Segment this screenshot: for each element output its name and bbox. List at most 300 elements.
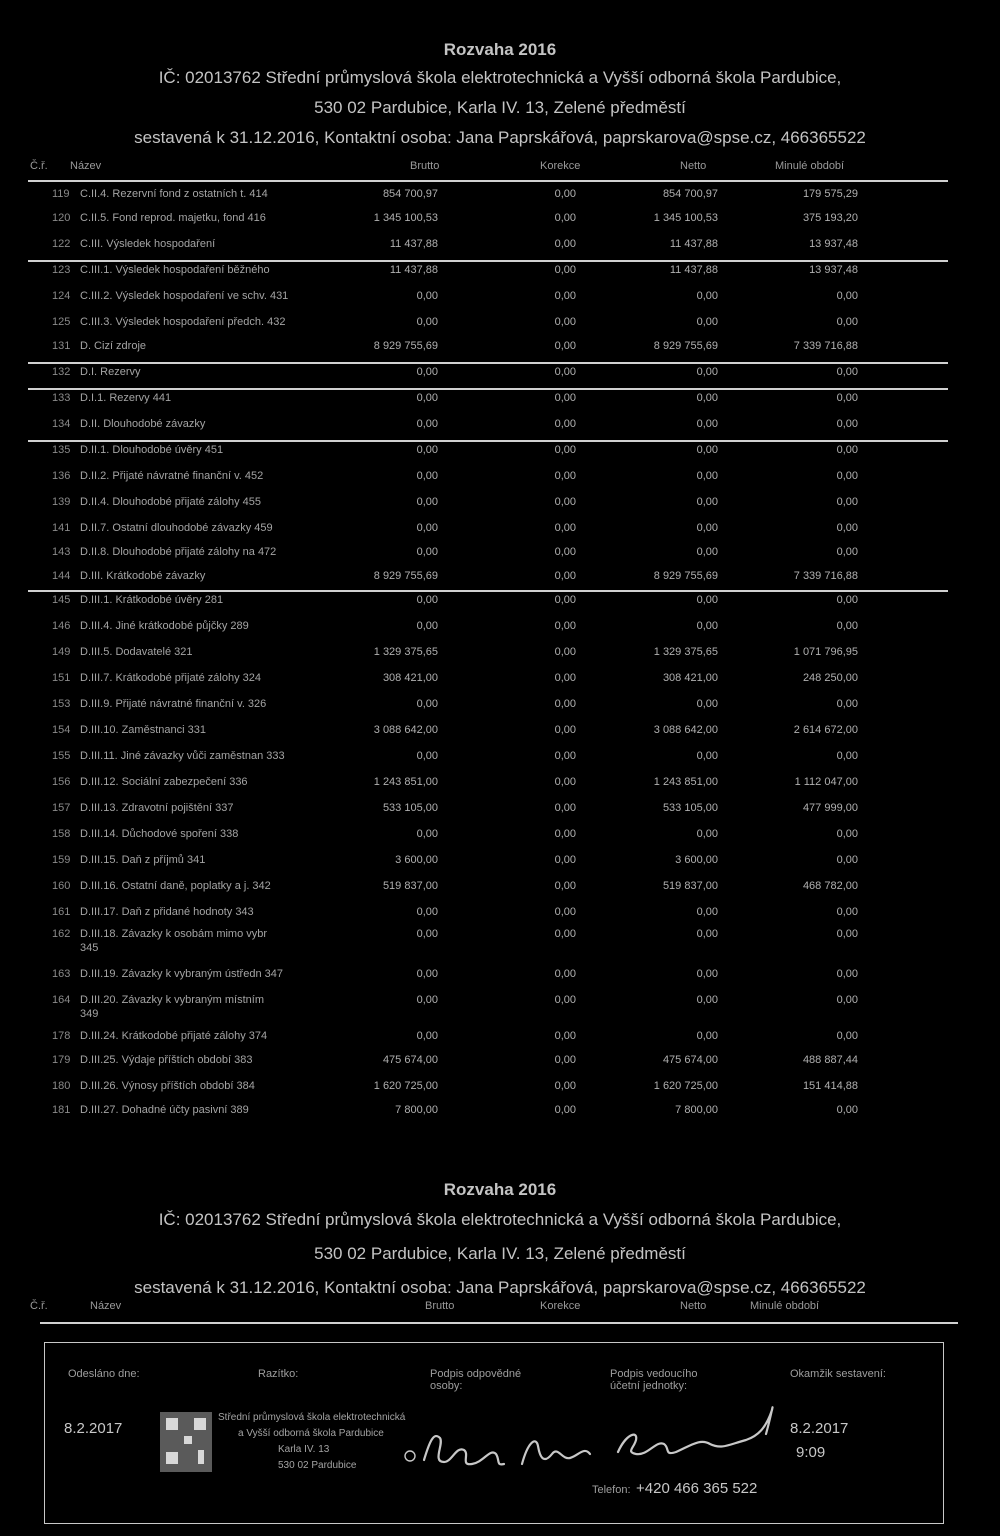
table-row [28, 440, 958, 462]
col-name: Název [90, 1300, 122, 1312]
table-row [28, 208, 958, 230]
row-netto: 11 437,88 [669, 264, 718, 276]
row-number: 164 [52, 994, 71, 1006]
row-name: D.III.1. Krátkodobé úvěry 281 [80, 594, 224, 606]
row-number: 179 [52, 1054, 71, 1066]
row-previous-period: 0,00 [836, 290, 858, 302]
row-previous-period: 0,00 [836, 392, 858, 404]
row-previous-period: 1 112 047,00 [794, 776, 858, 788]
row-netto: 0,00 [696, 546, 718, 558]
row-brutto: 475 674,00 [382, 1054, 438, 1066]
table-row [28, 616, 958, 638]
row-korekce: 0,00 [554, 776, 576, 788]
row-name: D.III.16. Ostatní daně, poplatky a j. 342 [80, 880, 271, 892]
row-korekce: 0,00 [554, 698, 576, 710]
row-number: 133 [52, 392, 71, 404]
row-brutto: 7 800,00 [395, 1104, 438, 1116]
row-number: 119 [52, 188, 70, 200]
address-line: 530 02 Pardubice, Karla IV. 13, Zelené předměstí [314, 98, 686, 117]
row-brutto: 0,00 [416, 594, 438, 606]
row-netto: 519 837,00 [662, 880, 718, 892]
header-rule [28, 180, 948, 182]
row-korekce: 0,00 [554, 802, 576, 814]
row-previous-period: 0,00 [836, 470, 858, 482]
row-korekce: 0,00 [554, 418, 576, 430]
row-number: 162 [52, 928, 71, 940]
row-previous-period: 0,00 [836, 444, 858, 456]
row-netto: 0,00 [696, 698, 718, 710]
row-netto: 0,00 [696, 444, 718, 456]
col-netto: Netto [680, 160, 707, 172]
row-name: D.III.18. Závazky k osobám mimo vybr [80, 928, 268, 940]
row-netto: 0,00 [696, 290, 718, 302]
row-number: 132 [52, 366, 71, 378]
row-name: D.I. Rezervy [80, 366, 141, 378]
compose-time-label: Okamžik sestavení: [790, 1368, 886, 1380]
row-korekce: 0,00 [554, 522, 576, 534]
row-korekce: 0,00 [554, 470, 576, 482]
row-brutto: 0,00 [416, 470, 438, 482]
row-previous-period: 488 887,44 [802, 1054, 858, 1066]
row-number: 158 [52, 828, 71, 840]
row-number: 159 [52, 854, 71, 866]
row-previous-period: 0,00 [836, 522, 858, 534]
row-number: 149 [52, 646, 71, 658]
section-rule [28, 440, 948, 442]
row-brutto: 0,00 [416, 750, 438, 762]
row-number: 155 [52, 750, 71, 762]
table-row [28, 590, 958, 612]
table-column-header [30, 1300, 950, 1316]
row-number: 161 [52, 906, 71, 918]
row-korekce: 0,00 [554, 994, 576, 1006]
table-column-header [30, 160, 950, 176]
row-korekce: 0,00 [554, 570, 576, 582]
row-netto: 0,00 [696, 906, 718, 918]
table-row [28, 1076, 958, 1098]
row-number: 144 [52, 570, 71, 582]
row-netto: 0,00 [696, 828, 718, 840]
row-brutto: 0,00 [416, 418, 438, 430]
row-netto: 0,00 [696, 928, 718, 940]
table-row [28, 1050, 958, 1072]
row-korekce: 0,00 [554, 928, 576, 940]
document-title: Rozvaha 2016 [443, 40, 557, 59]
col-row-number: Č.ř. [30, 1300, 48, 1312]
row-korekce: 0,00 [554, 724, 576, 736]
row-brutto: 1 243 851,00 [373, 776, 438, 788]
row-name: D.III.14. Důchodové spoření 338 [80, 828, 239, 840]
table-row [28, 362, 958, 384]
address-line: 530 02 Pardubice, Karla IV. 13, Zelené předměstí [314, 1244, 686, 1263]
row-netto: 533 105,00 [662, 802, 718, 814]
organization-line: IČ: 02013762 Střední průmyslová škola elektrotechnická a Vyšší odborná škola Pardubice, [158, 68, 842, 87]
row-brutto: 0,00 [416, 828, 438, 840]
row-number: 157 [52, 802, 71, 814]
row-name: C.III. Výsledek hospodaření [80, 238, 216, 250]
row-previous-period: 477 999,00 [802, 802, 858, 814]
row-korekce: 0,00 [554, 906, 576, 918]
row-brutto: 0,00 [416, 444, 438, 456]
row-previous-period: 0,00 [836, 968, 858, 980]
row-name: D.III.4. Jiné krátkodobé půjčky 289 [80, 620, 249, 632]
row-name: C.III.1. Výsledek hospodaření běžného [80, 264, 270, 276]
section-rule [28, 590, 948, 592]
document-header-repeat [0, 1180, 1000, 1302]
row-number: 122 [52, 238, 71, 250]
row-number: 180 [52, 1080, 71, 1092]
row-number: 134 [52, 418, 71, 430]
table-row [28, 492, 958, 514]
row-number: 181 [52, 1104, 71, 1116]
col-previous-period: Minulé období [750, 1300, 820, 1312]
compose-date-value: 8.2.2017 [790, 1420, 849, 1437]
row-brutto: 3 088 642,00 [373, 724, 438, 736]
row-previous-period: 0,00 [836, 366, 858, 378]
header-rule [40, 1322, 958, 1324]
row-netto: 308 421,00 [662, 672, 718, 684]
col-brutto: Brutto [410, 160, 440, 172]
row-previous-period: 2 614 672,00 [793, 724, 858, 736]
row-netto: 0,00 [696, 316, 718, 328]
table-row [28, 1100, 958, 1122]
row-name: D.III.26. Výnosy příštích období 384 [80, 1080, 255, 1092]
row-number: 146 [52, 620, 71, 632]
row-name: D.II.8. Dlouhodobé přijaté zálohy na 472 [80, 546, 277, 558]
row-netto: 0,00 [696, 470, 718, 482]
row-netto: 0,00 [696, 594, 718, 606]
row-name: D.III.10. Zaměstnanci 331 [80, 724, 206, 736]
row-name: D.III. Krátkodobé závazky [80, 570, 206, 582]
table-row [28, 566, 958, 588]
col-netto: Netto [680, 1300, 707, 1312]
row-netto: 1 345 100,53 [653, 212, 718, 224]
row-name: D.II. Dlouhodobé závazky [80, 418, 206, 430]
row-brutto: 308 421,00 [382, 672, 438, 684]
table-row [28, 414, 958, 436]
row-number: 136 [52, 470, 71, 482]
row-name-continued: 345 [80, 942, 99, 954]
organization-line: IČ: 02013762 Střední průmyslová škola elektrotechnická a Vyšší odborná škola Pardubice, [158, 1210, 842, 1229]
row-previous-period: 0,00 [836, 1030, 858, 1042]
row-number: 131 [52, 340, 71, 352]
stamp-qr-code [160, 1412, 212, 1472]
row-previous-period: 0,00 [836, 594, 858, 606]
row-korekce: 0,00 [554, 1080, 576, 1092]
row-netto: 0,00 [696, 1030, 718, 1042]
row-netto: 11 437,88 [669, 238, 718, 250]
responsible-signature-label: Podpis odpovědné osoby: [430, 1368, 522, 1392]
row-netto: 8 929 755,69 [653, 340, 718, 352]
table-row [28, 642, 958, 664]
row-previous-period: 151 414,88 [802, 1080, 858, 1092]
row-name: D.III.27. Dohadné účty pasivní 389 [80, 1104, 249, 1116]
stamp-line: 530 02 Pardubice [278, 1460, 357, 1471]
row-previous-period: 0,00 [836, 316, 858, 328]
row-korekce: 0,00 [554, 392, 576, 404]
row-brutto: 0,00 [416, 366, 438, 378]
row-netto: 0,00 [696, 750, 718, 762]
row-brutto: 1 620 725,00 [373, 1080, 438, 1092]
row-brutto: 8 929 755,69 [373, 570, 438, 582]
row-korekce: 0,00 [554, 620, 576, 632]
table-row [28, 694, 958, 716]
row-number: 160 [52, 880, 71, 892]
row-number: 143 [52, 546, 71, 558]
row-name: D.III.24. Krátkodobé přijaté zálohy 374 [80, 1030, 268, 1042]
row-brutto: 1 345 100,53 [373, 212, 438, 224]
row-korekce: 0,00 [554, 264, 576, 276]
row-previous-period: 0,00 [836, 828, 858, 840]
row-brutto: 0,00 [416, 906, 438, 918]
row-netto: 854 700,97 [662, 188, 718, 200]
row-previous-period: 7 339 716,88 [793, 570, 858, 582]
row-brutto: 0,00 [416, 522, 438, 534]
table-row [28, 824, 958, 846]
table-row [28, 964, 958, 986]
table-row [28, 876, 958, 898]
row-number: 141 [52, 522, 71, 534]
table-row [28, 902, 958, 924]
row-brutto: 0,00 [416, 620, 438, 632]
row-previous-period: 13 937,48 [809, 238, 858, 250]
row-netto: 1 243 851,00 [653, 776, 718, 788]
row-number: 135 [52, 444, 71, 456]
row-netto: 1 329 375,65 [653, 646, 718, 658]
compose-time-value: 9:09 [796, 1444, 826, 1461]
row-name: D.III.5. Dodavatelé 321 [80, 646, 193, 658]
section-rule [28, 362, 948, 364]
table-row [28, 542, 958, 564]
col-brutto: Brutto [425, 1300, 455, 1312]
row-name: D.II.2. Přijaté návratné finanční v. 452 [80, 470, 264, 482]
col-korekce: Korekce [540, 160, 581, 172]
row-name: D.III.15. Daň z příjmů 341 [80, 854, 206, 866]
row-netto: 0,00 [696, 366, 718, 378]
table-row [28, 518, 958, 540]
row-name: C.II.5. Fond reprod. majetku, fond 416 [80, 212, 266, 224]
row-previous-period: 0,00 [836, 496, 858, 508]
row-number: 151 [52, 672, 71, 684]
handwritten-signatures [400, 1380, 820, 1490]
row-name: D.III.11. Jiné závazky vůči zaměstnan 333 [80, 750, 285, 762]
row-name: D.III.7. Krátkodobé přijaté zálohy 324 [80, 672, 261, 684]
row-brutto: 0,00 [416, 316, 438, 328]
row-previous-period: 0,00 [836, 546, 858, 558]
row-brutto: 0,00 [416, 994, 438, 1006]
row-previous-period: 0,00 [836, 698, 858, 710]
row-number: 156 [52, 776, 71, 788]
row-number: 123 [52, 264, 71, 276]
row-brutto: 8 929 755,69 [373, 340, 438, 352]
contact-line: sestavená k 31.12.2016, Kontaktní osoba: Jana Paprskářová, paprskarova@spse.cz, 466365522 [134, 1278, 866, 1297]
row-number: 153 [52, 698, 71, 710]
contact-line: sestavená k 31.12.2016, Kontaktní osoba: Jana Paprskářová, paprskarova@spse.cz, 466365522 [134, 128, 866, 147]
row-previous-period: 0,00 [836, 854, 858, 866]
row-previous-period: 13 937,48 [809, 264, 858, 276]
row-brutto: 3 600,00 [395, 854, 438, 866]
table-row [28, 184, 958, 206]
row-previous-period: 248 250,00 [802, 672, 858, 684]
row-previous-period: 0,00 [836, 418, 858, 430]
row-previous-period: 1 071 796,95 [793, 646, 858, 658]
row-name: D.III.25. Výdaje příštích období 383 [80, 1054, 253, 1066]
row-korekce: 0,00 [554, 290, 576, 302]
phone-value: +420 466 365 522 [636, 1480, 758, 1497]
row-netto: 8 929 755,69 [653, 570, 718, 582]
row-korekce: 0,00 [554, 1104, 576, 1116]
row-name: D.II.7. Ostatní dlouhodobé závazky 459 [80, 522, 273, 534]
table-row [28, 234, 958, 256]
row-brutto: 854 700,97 [382, 188, 438, 200]
row-previous-period: 0,00 [836, 906, 858, 918]
row-number: 124 [52, 290, 71, 302]
row-korekce: 0,00 [554, 316, 576, 328]
table-row [28, 312, 958, 334]
row-korekce: 0,00 [554, 238, 576, 250]
row-brutto: 0,00 [416, 392, 438, 404]
stamp-label: Razítko: [258, 1368, 299, 1380]
row-netto: 3 088 642,00 [653, 724, 718, 736]
row-number: 145 [52, 594, 71, 606]
sent-date-label: Odesláno dne: [68, 1368, 140, 1380]
row-korekce: 0,00 [554, 594, 576, 606]
sent-date-value: 8.2.2017 [64, 1420, 123, 1437]
row-previous-period: 375 193,20 [802, 212, 858, 224]
col-previous-period: Minulé období [775, 160, 845, 172]
table-row [28, 286, 958, 308]
row-number: 178 [52, 1030, 71, 1042]
row-korekce: 0,00 [554, 1054, 576, 1066]
row-brutto: 11 437,88 [389, 264, 438, 276]
table-row [28, 772, 958, 794]
row-name: D. Cizí zdroje [80, 340, 147, 352]
row-brutto: 0,00 [416, 698, 438, 710]
row-brutto: 519 837,00 [382, 880, 438, 892]
row-korekce: 0,00 [554, 546, 576, 558]
row-name: D.II.1. Dlouhodobé úvěry 451 [80, 444, 224, 456]
row-korekce: 0,00 [554, 212, 576, 224]
table-row [28, 746, 958, 768]
row-netto: 3 600,00 [675, 854, 718, 866]
row-netto: 0,00 [696, 418, 718, 430]
row-name: D.III.19. Závazky k vybraným ústředn 347 [80, 968, 283, 980]
row-korekce: 0,00 [554, 828, 576, 840]
row-korekce: 0,00 [554, 750, 576, 762]
stamp-line: a Vyšší odborná škola Pardubice [238, 1428, 384, 1439]
row-brutto: 1 329 375,65 [373, 646, 438, 658]
row-korekce: 0,00 [554, 1030, 576, 1042]
row-previous-period: 0,00 [836, 620, 858, 632]
table-row [28, 1026, 958, 1048]
row-previous-period: 0,00 [836, 928, 858, 940]
table-row [28, 388, 958, 410]
row-korekce: 0,00 [554, 496, 576, 508]
table-row [28, 668, 958, 690]
head-signature-label: Podpis vedoucího účetní jednotky: [610, 1368, 698, 1392]
table-row [28, 720, 958, 742]
section-rule [28, 260, 948, 262]
table-row [28, 990, 958, 1020]
table-row [28, 466, 958, 488]
col-name: Název [70, 160, 102, 172]
row-netto: 0,00 [696, 522, 718, 534]
row-netto: 0,00 [696, 620, 718, 632]
row-previous-period: 0,00 [836, 1104, 858, 1116]
row-brutto: 0,00 [416, 546, 438, 558]
row-name: D.III.9. Přijaté návratné finanční v. 326 [80, 698, 267, 710]
row-brutto: 0,00 [416, 1030, 438, 1042]
section-rule [28, 388, 948, 390]
stamp-text [218, 1410, 405, 1474]
document-title: Rozvaha 2016 [443, 1180, 557, 1199]
row-name: D.I.1. Rezervy 441 [80, 392, 172, 404]
row-name: C.III.3. Výsledek hospodaření předch. 432 [80, 316, 286, 328]
row-name: D.II.4. Dlouhodobé přijaté zálohy 455 [80, 496, 262, 508]
row-brutto: 0,00 [416, 968, 438, 980]
row-brutto: 0,00 [416, 496, 438, 508]
row-name-continued: 349 [80, 1008, 99, 1020]
table-row [28, 260, 958, 282]
row-brutto: 0,00 [416, 290, 438, 302]
table-row [28, 924, 958, 954]
col-korekce: Korekce [540, 1300, 581, 1312]
row-previous-period: 0,00 [836, 994, 858, 1006]
row-name: D.III.17. Daň z přidané hodnoty 343 [80, 906, 254, 918]
table-row [28, 850, 958, 872]
row-number: 120 [52, 212, 71, 224]
row-previous-period: 468 782,00 [802, 880, 858, 892]
row-netto: 475 674,00 [662, 1054, 718, 1066]
row-name: C.II.4. Rezervní fond z ostatních t. 414 [80, 188, 268, 200]
table-row [28, 798, 958, 820]
row-netto: 0,00 [696, 994, 718, 1006]
document-header [0, 40, 1000, 152]
row-korekce: 0,00 [554, 366, 576, 378]
row-number: 154 [52, 724, 71, 736]
stamp-line: Karla IV. 13 [278, 1444, 330, 1455]
row-name: D.III.12. Sociální zabezpečení 336 [80, 776, 248, 788]
phone-label: Telefon: [592, 1484, 631, 1496]
row-korekce: 0,00 [554, 188, 576, 200]
row-brutto: 0,00 [416, 928, 438, 940]
row-previous-period: 179 575,29 [802, 188, 858, 200]
row-netto: 0,00 [696, 968, 718, 980]
row-netto: 0,00 [696, 392, 718, 404]
table-row [28, 336, 958, 358]
row-name: C.III.2. Výsledek hospodaření ve schv. 431 [80, 290, 289, 302]
row-brutto: 533 105,00 [382, 802, 438, 814]
row-name: D.III.20. Závazky k vybraným místním [80, 994, 264, 1006]
row-name: D.III.13. Zdravotní pojištění 337 [80, 802, 234, 814]
row-netto: 0,00 [696, 496, 718, 508]
row-korekce: 0,00 [554, 444, 576, 456]
row-number: 163 [52, 968, 71, 980]
row-netto: 7 800,00 [675, 1104, 718, 1116]
row-number: 139 [52, 496, 71, 508]
row-netto: 1 620 725,00 [653, 1080, 718, 1092]
row-brutto: 11 437,88 [389, 238, 438, 250]
col-row-number: Č.ř. [30, 160, 48, 172]
row-korekce: 0,00 [554, 880, 576, 892]
row-korekce: 0,00 [554, 646, 576, 658]
row-korekce: 0,00 [554, 968, 576, 980]
stamp-line: Střední průmyslová škola elektrotechnická [218, 1412, 406, 1423]
row-korekce: 0,00 [554, 854, 576, 866]
row-number: 125 [52, 316, 71, 328]
row-korekce: 0,00 [554, 340, 576, 352]
row-previous-period: 0,00 [836, 750, 858, 762]
